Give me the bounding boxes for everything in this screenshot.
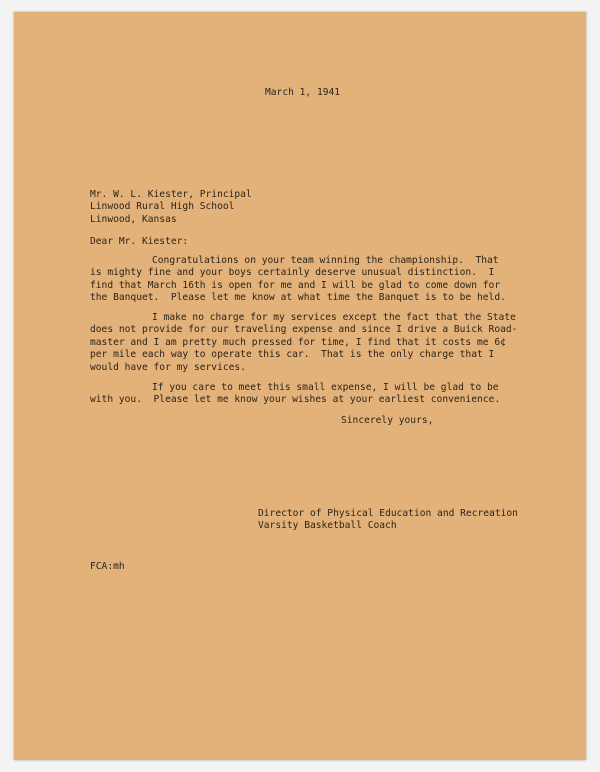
paragraph-1-line: the Banquet. Please let me know at what time the Banquet is to be held. — [90, 292, 506, 304]
typist-initials: FCA:mh — [90, 561, 125, 572]
signature-title-line-2: Varsity Basketball Coach — [258, 520, 397, 532]
salutation: Dear Mr. Kiester: — [90, 236, 189, 247]
paragraph-1-line: find that March 16th is open for me and I will be glad to come down for — [90, 279, 501, 291]
paragraph-2-line: master and I am pretty much pressed for time, I find that it costs me 6¢ — [90, 336, 506, 348]
paragraph-2-line: would have for my services. — [90, 361, 246, 373]
recipient-address — [90, 189, 252, 226]
paragraph-1-line: Congratulations on your team winning the championship. That — [152, 255, 499, 266]
paragraph-1-line: is mighty fine and your boys certainly deserve unusual distinction. I — [90, 267, 495, 279]
signature-title — [258, 508, 518, 533]
paragraph-2-line: does not provide for our traveling expense and since I drive a Buick Road- — [90, 324, 518, 336]
recipient-name: Mr. W. L. Kiester, Principal — [90, 189, 252, 200]
letter-date: March 1, 1941 — [265, 87, 341, 98]
letter-page — [14, 12, 586, 760]
paragraph-3-line: If you care to meet this small expense, I will be glad to be — [152, 382, 499, 393]
paragraph-1 — [90, 255, 506, 305]
paragraph-3-line: with you. Please let me know your wishes at your earliest convenience. — [90, 394, 501, 406]
paragraph-2 — [90, 312, 517, 374]
recipient-school: Linwood Rural High School — [90, 201, 235, 213]
closing: Sincerely yours, — [341, 415, 434, 426]
paragraph-2-line: per mile each way to operate this car. That is the only charge that I — [90, 349, 495, 361]
paragraph-2-line: I make no charge for my services except the fact that the State — [152, 312, 516, 323]
paragraph-3 — [90, 382, 500, 407]
signature-title-line-1: Director of Physical Education and Recreation — [258, 508, 518, 519]
recipient-city: Linwood, Kansas — [90, 213, 177, 225]
